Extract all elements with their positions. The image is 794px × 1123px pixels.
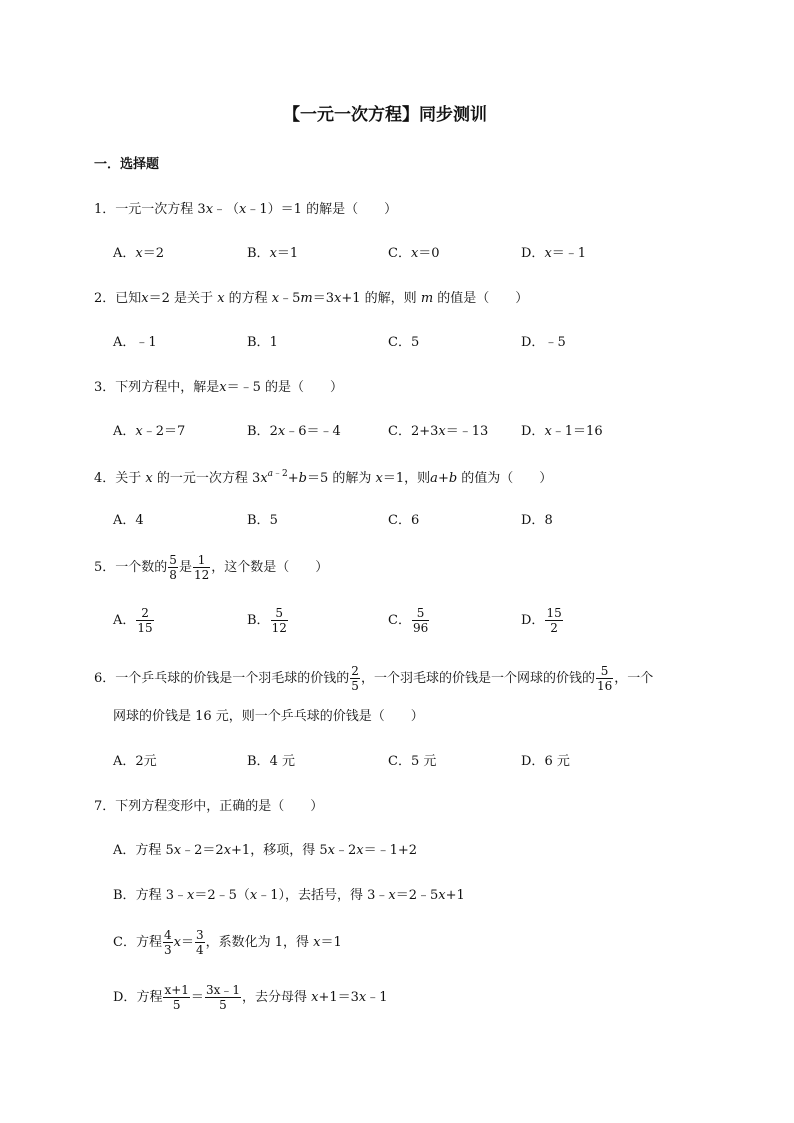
- option-letter: C．: [388, 754, 411, 769]
- denominator: 2: [550, 621, 558, 635]
- question-number: 1．: [94, 202, 116, 217]
- question-text: ﹣5: [279, 291, 301, 306]
- question-text: 的值是（ ）: [433, 291, 529, 306]
- q6-option-b[interactable]: [247, 755, 295, 768]
- option-text: 1: [269, 335, 278, 350]
- fraction: [193, 554, 210, 581]
- variable: x: [269, 246, 277, 261]
- question-text: ，一个: [614, 671, 654, 686]
- option-letter: A．: [113, 613, 136, 628]
- q4-option-d[interactable]: [521, 514, 553, 527]
- variable: b: [448, 471, 458, 486]
- numerator: 2: [136, 607, 153, 621]
- variable: x: [544, 246, 552, 261]
- question-text: 下列方程变形中，正确的是（ ）: [115, 799, 324, 814]
- option-text: 2: [269, 424, 278, 439]
- question-text: 的值为（ ）: [457, 471, 553, 486]
- question-number: 5．: [94, 560, 116, 575]
- numerator: 15: [546, 606, 562, 620]
- option-text: +1，移项，得 5: [231, 843, 328, 858]
- option-text: 方程: [136, 990, 163, 1005]
- option-letter: C．: [388, 613, 411, 628]
- question-text: 关于: [115, 471, 146, 486]
- numerator: 1: [193, 554, 210, 568]
- option-text: ﹣1: [366, 990, 388, 1005]
- denominator: 5: [172, 998, 181, 1012]
- fraction: [350, 665, 360, 692]
- option-text: ﹣2: [334, 843, 357, 858]
- question-text: ﹣（: [213, 202, 240, 217]
- q1-option-a[interactable]: [113, 247, 164, 260]
- question-4: [94, 470, 552, 485]
- q5-option-c[interactable]: [388, 607, 430, 634]
- variable: x: [438, 424, 446, 439]
- question-text: +: [437, 471, 449, 486]
- question-text: 一个数的: [115, 560, 168, 575]
- option-text: ﹣6＝﹣4: [285, 424, 341, 439]
- q1-option-d[interactable]: [521, 247, 586, 260]
- numerator: x+1: [164, 983, 189, 997]
- fraction: [545, 607, 562, 634]
- q4-option-a[interactable]: [113, 514, 144, 527]
- option-text: 6: [410, 513, 420, 528]
- question-text: ＝﹣5 的是（ ）: [226, 380, 344, 395]
- question-text: ，一个羽毛球的价钱是一个网球的价钱的: [360, 671, 595, 686]
- question-number: 6．: [94, 671, 116, 686]
- denominator: 96: [412, 621, 429, 635]
- variable: x: [219, 380, 227, 395]
- option-letter: D．: [521, 513, 545, 528]
- variable: x: [135, 424, 143, 439]
- q1-option-c[interactable]: [388, 247, 440, 260]
- option-text: 8: [544, 513, 553, 528]
- option-letter: D．: [113, 990, 137, 1005]
- variable: x: [311, 990, 319, 1005]
- question-text: 一个乒乓球的价钱是一个羽毛球的价钱的: [115, 671, 350, 686]
- variable: x: [260, 471, 268, 486]
- fraction: [163, 929, 173, 956]
- q7-option-c[interactable]: [113, 929, 342, 956]
- q7-option-a[interactable]: [113, 844, 417, 857]
- q2-option-d[interactable]: [521, 336, 566, 349]
- denominator: 15: [137, 621, 153, 635]
- fraction: [168, 554, 178, 581]
- option-text: ﹣1），去括号，得 3﹣: [257, 888, 389, 903]
- question-6-line-2: 网球的价钱是 16 元，则一个乒乓球的价钱是（ ）: [113, 709, 424, 724]
- option-letter: B．: [247, 424, 270, 439]
- variable: x: [271, 291, 280, 306]
- question-text: ，这个数是（ ）: [211, 560, 329, 575]
- variable: x: [205, 202, 214, 217]
- variable: x: [239, 202, 247, 217]
- question-text: ﹣1）＝1 的解是（ ）: [246, 202, 398, 217]
- variable: x: [223, 843, 232, 858]
- option-letter: D．: [521, 424, 545, 439]
- question-number: 4．: [94, 471, 116, 486]
- variable: x: [217, 291, 225, 306]
- variable: x: [358, 990, 367, 1005]
- q1-option-b[interactable]: [247, 247, 298, 260]
- option-letter: C．: [388, 513, 411, 528]
- numerator: 3x﹣1: [205, 983, 240, 997]
- option-text: ＝2: [142, 246, 165, 261]
- q6-option-a[interactable]: [113, 755, 157, 768]
- option-text: ＝2﹣5（: [194, 888, 250, 903]
- q2-option-c[interactable]: [388, 336, 419, 349]
- fraction: [136, 607, 153, 634]
- question-number: 3．: [94, 380, 116, 395]
- option-text: 2元: [135, 754, 157, 769]
- option-text: ＝2﹣5: [395, 888, 439, 903]
- variable: x: [544, 424, 552, 439]
- variable: x: [375, 471, 383, 486]
- question-text: ＝1，则: [382, 471, 431, 486]
- option-text: ﹣5: [544, 335, 566, 350]
- option-text: ﹣2＝2: [181, 843, 224, 858]
- option-text: ＝0: [418, 246, 440, 261]
- exponent: [268, 469, 288, 479]
- fraction: [271, 607, 288, 634]
- question-2: [94, 292, 528, 305]
- q2-option-a[interactable]: [113, 336, 157, 349]
- question-6: [94, 665, 653, 692]
- option-letter: C．: [388, 246, 411, 261]
- fraction: [195, 929, 205, 956]
- numerator: 5: [271, 607, 288, 621]
- numerator: 5: [412, 607, 429, 621]
- q3-option-c[interactable]: [388, 425, 488, 438]
- option-text: 5: [269, 513, 278, 528]
- question-text: +: [287, 471, 299, 486]
- option-text: 方程: [135, 935, 162, 950]
- q3-option-b[interactable]: [247, 425, 341, 438]
- option-letter: A．: [113, 843, 136, 858]
- variable: x: [277, 424, 286, 439]
- variable: x: [186, 888, 195, 903]
- option-text: ＝1: [276, 246, 299, 261]
- denominator: 5: [351, 679, 359, 693]
- option-letter: A．: [113, 424, 136, 439]
- option-letter: A．: [113, 335, 136, 350]
- variable: x: [356, 843, 364, 858]
- option-text: 5 元: [410, 754, 437, 769]
- question-5: [94, 554, 328, 581]
- fraction: [205, 984, 241, 1011]
- q5-option-b[interactable]: [247, 607, 289, 634]
- option-letter: C．: [388, 335, 411, 350]
- denominator: 16: [596, 679, 613, 693]
- option-letter: D．: [521, 613, 545, 628]
- denominator: 8: [169, 568, 177, 582]
- variable: x: [334, 291, 342, 306]
- variable: x: [313, 935, 321, 950]
- option-text: 5: [410, 335, 420, 350]
- q4-option-b[interactable]: [247, 514, 278, 527]
- question-text: 的方程: [224, 291, 272, 306]
- q7-option-b[interactable]: [113, 889, 465, 902]
- option-text: +1: [445, 888, 465, 903]
- variable: x: [388, 888, 396, 903]
- option-text: ，去分母得: [241, 990, 312, 1005]
- denominator: 4: [195, 943, 204, 957]
- q4-option-c[interactable]: [388, 514, 419, 527]
- option-text: ＝﹣13: [445, 424, 489, 439]
- question-text: 是: [178, 560, 192, 575]
- option-letter: A．: [113, 246, 136, 261]
- variable: m: [300, 291, 313, 306]
- numerator: 2: [351, 664, 359, 678]
- variable: m: [420, 291, 434, 306]
- q2-option-b[interactable]: [247, 336, 278, 349]
- denominator: 3: [163, 943, 172, 957]
- question-text: 已知: [115, 291, 142, 306]
- q3-option-d[interactable]: [521, 425, 603, 438]
- option-letter: B．: [247, 754, 270, 769]
- question-1: [94, 203, 397, 216]
- fraction: [596, 665, 613, 692]
- option-text: ＝1: [320, 935, 342, 950]
- variable: x: [135, 246, 143, 261]
- numerator: 5: [169, 553, 177, 567]
- option-text: 4: [135, 513, 144, 528]
- question-text: 一元一次方程 3: [115, 202, 206, 217]
- option-letter: B．: [247, 613, 270, 628]
- q7-option-d[interactable]: [113, 984, 388, 1011]
- question-text: +1 的解，则: [341, 291, 421, 306]
- denominator: 12: [271, 621, 287, 635]
- denominator: 12: [193, 568, 210, 582]
- variable: x: [173, 843, 182, 858]
- question-number: 2．: [94, 291, 116, 306]
- option-text: +1＝3: [318, 990, 359, 1005]
- option-text: ﹣1: [135, 335, 157, 350]
- numerator: 5: [596, 665, 613, 679]
- numerator: 3: [195, 928, 204, 942]
- question-text: 的一元一次方程 3: [152, 471, 261, 486]
- option-text: ﹣2＝7: [142, 424, 186, 439]
- question-text: ＝5 的解为: [307, 471, 376, 486]
- variable: x: [141, 291, 149, 306]
- option-text: ＝: [180, 935, 194, 950]
- variable: x: [438, 888, 446, 903]
- option-letter: B．: [247, 246, 270, 261]
- option-text: 方程 5: [135, 843, 174, 858]
- fraction: [412, 607, 429, 634]
- denominator: 5: [219, 998, 227, 1012]
- q5-option-a[interactable]: [113, 607, 155, 634]
- option-letter: D．: [521, 335, 545, 350]
- question-number: 7．: [94, 799, 116, 814]
- option-text: ﹣1＝16: [551, 424, 603, 439]
- variable: x: [410, 246, 419, 261]
- q5-option-d[interactable]: [521, 607, 564, 634]
- variable: x: [249, 888, 258, 903]
- option-text: 6 元: [544, 754, 570, 769]
- option-letter: C．: [113, 935, 136, 950]
- option-letter: A．: [113, 754, 136, 769]
- option-letter: B．: [247, 513, 270, 528]
- variable: a: [267, 469, 274, 479]
- question-7: [94, 800, 323, 813]
- option-letter: C．: [388, 424, 411, 439]
- page-title: 【一元一次方程】同步测训: [283, 105, 487, 125]
- option-text: ＝: [190, 990, 204, 1005]
- variable: b: [298, 471, 307, 486]
- option-text: ＝﹣1+2: [363, 843, 418, 858]
- q6-option-c[interactable]: [388, 755, 436, 768]
- question-text: ＝3: [312, 291, 335, 306]
- option-text: 4 元: [269, 754, 295, 769]
- q6-option-d[interactable]: [521, 755, 570, 768]
- option-letter: B．: [247, 335, 270, 350]
- option-text: ＝﹣1: [551, 246, 587, 261]
- section-heading: 一．选择题: [94, 157, 160, 172]
- numerator: 4: [163, 928, 172, 942]
- variable: x: [173, 935, 181, 950]
- exponent-text: ﹣2: [273, 469, 288, 479]
- option-text: ，系数化为 1，得: [205, 935, 314, 950]
- fraction: [163, 984, 189, 1011]
- option-text: 2+3: [410, 424, 439, 439]
- question-3: [94, 381, 343, 394]
- question-text: 下列方程中，解是: [115, 380, 220, 395]
- question-text: ＝2 是关于: [148, 291, 218, 306]
- option-text: 方程 3﹣: [135, 888, 187, 903]
- variable: x: [327, 843, 335, 858]
- option-letter: A．: [113, 513, 136, 528]
- variable: x: [145, 471, 153, 486]
- option-letter: D．: [521, 754, 545, 769]
- variable: a: [430, 471, 438, 486]
- option-letter: D．: [521, 246, 545, 261]
- option-letter: B．: [113, 888, 136, 903]
- q3-option-a[interactable]: [113, 425, 185, 438]
